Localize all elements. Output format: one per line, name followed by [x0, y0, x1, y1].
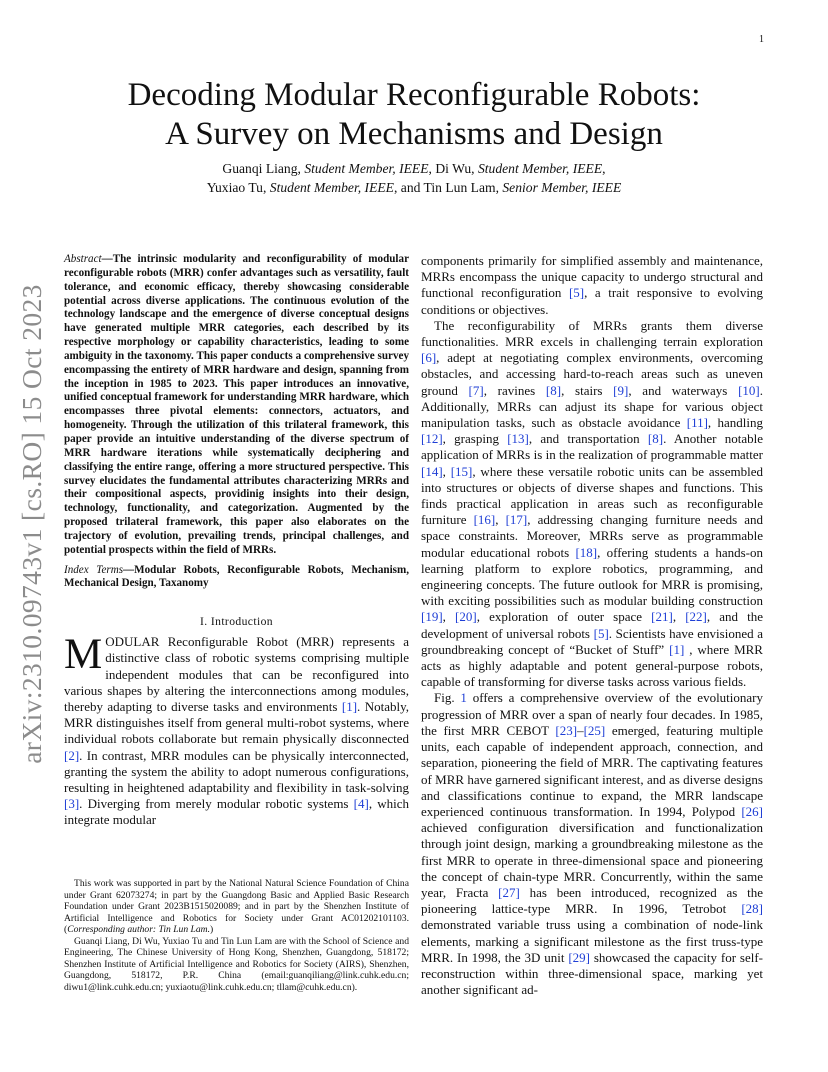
body-text: , ravines: [483, 382, 546, 398]
citation-link[interactable]: [29]: [568, 949, 590, 965]
body-text: ,: [442, 463, 451, 479]
author-text: , Di Wu,: [428, 161, 478, 176]
citation-link[interactable]: [12]: [421, 431, 443, 447]
footnotes: [64, 878, 409, 993]
body-text: Fig.: [434, 690, 461, 706]
body-text: , addressing changing furniture needs and space constraints. Moreover, MRRs serve as programmable modular educational robots: [421, 512, 764, 560]
dropcap: M: [64, 631, 103, 679]
citation-link[interactable]: [1]: [669, 641, 685, 657]
author-membership: Student Member, IEEE: [269, 180, 394, 195]
author-membership: Student Member, IEEE: [477, 161, 603, 176]
abstract-label: Abstract: [64, 253, 102, 265]
body-text: , grasping: [442, 431, 508, 447]
author-text: Guanqi Liang,: [222, 161, 305, 176]
intro-paragraph: [64, 631, 410, 828]
citation-link[interactable]: [25]: [583, 722, 606, 738]
figure-link[interactable]: 1: [460, 690, 467, 706]
body-paragraph: [421, 690, 763, 998]
citation-link[interactable]: [6]: [421, 350, 437, 366]
body-text: , handling: [707, 415, 763, 431]
body-text: . Notably, MRR distinguishes itself from general multi-robot systems, where individual robots collaborate but remain physically disconnected: [64, 699, 409, 747]
right-column: [421, 253, 763, 998]
body-text: , and the development of universal robots: [421, 609, 764, 641]
arxiv-identifier: arXiv:2310.09743v1 [cs.RO] 15 Oct 2023: [16, 284, 47, 764]
body-text: . Diverging from merely modular robotic systems: [79, 796, 354, 812]
funding-footnote: [64, 878, 409, 936]
citation-link[interactable]: [16]: [473, 512, 496, 528]
citation-link[interactable]: [17]: [505, 512, 528, 528]
body-paragraph: [421, 253, 763, 318]
citation-link[interactable]: [7]: [468, 382, 484, 398]
body-text: , and transportation: [528, 431, 648, 447]
citation-link[interactable]: [21]: [651, 609, 673, 625]
citation-link[interactable]: [15]: [450, 463, 473, 479]
author-text: Yuxiao Tu,: [206, 180, 270, 195]
citation-link[interactable]: [14]: [421, 463, 443, 479]
citation-link[interactable]: [3]: [64, 796, 80, 812]
citation-link[interactable]: [4]: [353, 796, 369, 812]
citation-link[interactable]: [8]: [545, 382, 562, 398]
body-text: , a trait responsive to evolving conditions or objectives.: [421, 285, 763, 317]
page-number: 1: [759, 34, 764, 45]
author-membership: Senior Member, IEEE: [502, 180, 622, 195]
citation-link[interactable]: [1]: [341, 699, 358, 715]
body-text: components primarily for simplified assembly and maintenance, MRRs encompass the unique capacity to undergo structural and functional reconfiguration: [421, 253, 763, 301]
body-text: . In contrast, MRR modules can be physically interconnected, granting the system the ability to adopt numerous configurations, resulting in heightened adaptability and flexibility in task-solving: [64, 747, 409, 796]
body-text: , stairs: [561, 382, 614, 398]
citation-link[interactable]: [10]: [738, 382, 760, 398]
abstract: [64, 253, 409, 558]
section-heading: I. Introduction: [200, 615, 273, 629]
citation-link[interactable]: [27]: [498, 884, 520, 900]
index-terms-text: —Modular Robots, Reconfigurable Robots, Mechanism, Mechanical Design, Taxanomy: [64, 563, 409, 590]
body-text: ODULAR Reconfigurable Robot (MRR) represents a distinctive class of robotic systems comprising multiple independent modules that can be reconfigured into various shapes by altering the interconnections among modules, thereby adapting to diverse tasks and environments: [64, 634, 409, 715]
paper-title: [60, 76, 768, 154]
citation-link[interactable]: [5]: [593, 625, 609, 641]
author-line-1: [60, 159, 768, 178]
affiliation-footnote: Guanqi Liang, Di Wu, Yuxiao Tu and Tin Lun Lam are with the School of Science and Engineering, The Chinese University of Hong Kong, Shenzhen, Guangdong, 518172; Shenzhen Institute of Artificial Intelligence and Robotics for Society (AIRS), Shenzhen, Guangdong, 518172, P.R. China (email:guanqiliang@link.cuhk.edu.cn; diwu1@link.cuhk.edu.cn; yuxiaotu@link.cuhk.edu.cn; tllam@cuhk.edu.cn).: [64, 935, 409, 993]
body-text: ,: [672, 609, 686, 625]
citation-link[interactable]: [19]: [421, 609, 443, 625]
body-text: , which integrate modular: [64, 796, 410, 828]
body-text: The reconfigurability of MRRs grants them diverse functionalities. MRR excels in challenging terrain exploration: [421, 317, 763, 350]
citation-link[interactable]: [11]: [686, 415, 708, 431]
body-text: showcased the capacity for self-reconstruction within three-dimensional space, marking yet another significant ad-: [421, 949, 763, 998]
body-text: ,: [495, 512, 506, 528]
title-line-2: A Survey on Mechanisms and Design: [165, 116, 663, 152]
body-text: emerged, featuring multiple units, each capable of independent approach, connection, and separation, pioneering the field of MRR. The captivating features of MRR have garnered significant interest, and as diverse designs and classifications continue to expand, the MRR landscape experienced continuous transformation. In 1994, Polypod: [421, 722, 763, 819]
body-text: ,: [442, 609, 456, 625]
abstract-text: —The intrinsic modularity and reconfigurability of modular reconfigurable robots (MRR) confer advantages such as versatility, fault tolerance, and economic efficacy, thereby showcasing considerable potential across diverse applications. The continuous evolution of the technology landscape and the emergence of diverse conceptual designs have generated multiple MRR categories, each described by its respective morphology or capability characteristics, leading to some ambiguity in the taxonomy. This paper conducts a comprehensive survey encompassing the entirety of MRR hardware and design, spanning from the inception in 1985 to 2023. This paper introduces an innovative, unified conceptual framework for understanding MRR hardware, which encompasses three pivotal elements: connectors, actuators, and homogeneity. Through the utilization of this trilateral framework, this paper provide an intuitive understanding of the diverse spectrum of MRR hardware iterations while systematically deciphering and classifying the entire range, offering a more structured perspective. This survey elucidates the fundamental attributes characterizing MRRs and their compositional aspects, providinig insights into their design, technology, functionality, and categorization. Augmented by the proposed trilateral framework, this paper also elaborates on the trajectory of evolution, prevailing trends, principal challenges, and potential prospects within the field of MRRs.: [64, 253, 409, 556]
footnote-text: ): [209, 924, 214, 935]
citation-link[interactable]: [2]: [64, 747, 80, 763]
body-text: , offering students a hands-on learning platform to explore robotics, programming, and engineering concepts. The future outlook for MRR is promising, with exciting possibilities such as modular building construction: [421, 544, 763, 609]
citation-link[interactable]: [22]: [685, 609, 707, 625]
body-text: –: [577, 722, 584, 738]
citation-link[interactable]: [13]: [507, 431, 529, 447]
citation-link[interactable]: [18]: [575, 544, 598, 560]
title-line-1: Decoding Modular Reconfigurable Robots:: [127, 77, 701, 113]
citation-link[interactable]: [26]: [741, 803, 763, 819]
citation-link[interactable]: [23]: [555, 722, 578, 738]
citation-link[interactable]: [28]: [741, 901, 763, 917]
footnote-text: This work was supported in part by the National Natural Science Foundation of China under Grant 62073274; in part by the Guangdong Basic and Applied Basic Research Foundation under Grant 2023B1515020089; and in part by the Shenzhen Institute of Artificial Intelligence and Robotics for Society under Grant AC01202101103. (: [64, 878, 409, 935]
citation-link[interactable]: [20]: [455, 609, 477, 625]
body-text: . Scientists have envisioned a groundbreaking concept of “Bucket of Stuff”: [421, 625, 763, 657]
body-text: , where these versatile robotic units can be assembled into structures or objects of diverse shapes and functions. This finds practical application in areas such as reconfigurable furniture: [421, 463, 764, 528]
body-paragraph: [421, 318, 763, 691]
author-membership: Student Member, IEEE: [304, 161, 429, 176]
body-text: offers a comprehensive overview of the evolutionary progression of MRR over a span of nearly four decades. In 1985, the first MRR CEBOT: [421, 690, 764, 738]
body-text: , exploration of outer space: [476, 609, 652, 625]
body-text: . Another notable application of MRRs is in the realization of programmable matter: [421, 431, 763, 463]
author-list: [60, 159, 768, 197]
citation-link[interactable]: [8]: [647, 431, 664, 447]
author-text: ,: [602, 161, 606, 176]
citation-link[interactable]: [5]: [568, 285, 585, 301]
author-text: , and Tin Lun Lam,: [393, 180, 503, 195]
footnote-text: Corresponding author: Tin Lun Lam.: [67, 924, 210, 935]
citation-link[interactable]: [9]: [613, 382, 629, 398]
body-text: has been introduced, recognized as the pioneering lattice-type MRR. In 1996, Tetrobot: [421, 884, 763, 917]
left-column: [64, 253, 409, 829]
index-terms-label: Index Terms: [64, 563, 124, 576]
body-text: , and waterways: [628, 382, 739, 398]
body-text: , adept at negotiating complex environments, overcoming obstacles, and accessing hard-to-reach areas such as uneven ground: [421, 350, 763, 398]
body-text: achieved configuration diversification and functionalization through joint design, marking a groundbreaking milestone as the first MRR to operate in three-dimensional space and pioneering the concept of chain-type MRR. Concurrently, within the same year, Fracta: [421, 820, 763, 900]
body-text: . Additionally, MRRs can adjust its shape for various object manipulation tasks, such as obstacle avoidance: [421, 382, 763, 431]
body-text: , where MRR acts as highly adaptable and potent general-purpose robots, capable of transforming for diverse tasks across various fields.: [421, 641, 763, 690]
body-text: demonstrated variable truss using a combination of node-link elements, marking a significant milestone as the first truss-type MRR. In 1998, the 3D unit: [421, 917, 763, 965]
author-line-2: [60, 178, 768, 197]
index-terms: [64, 564, 409, 592]
